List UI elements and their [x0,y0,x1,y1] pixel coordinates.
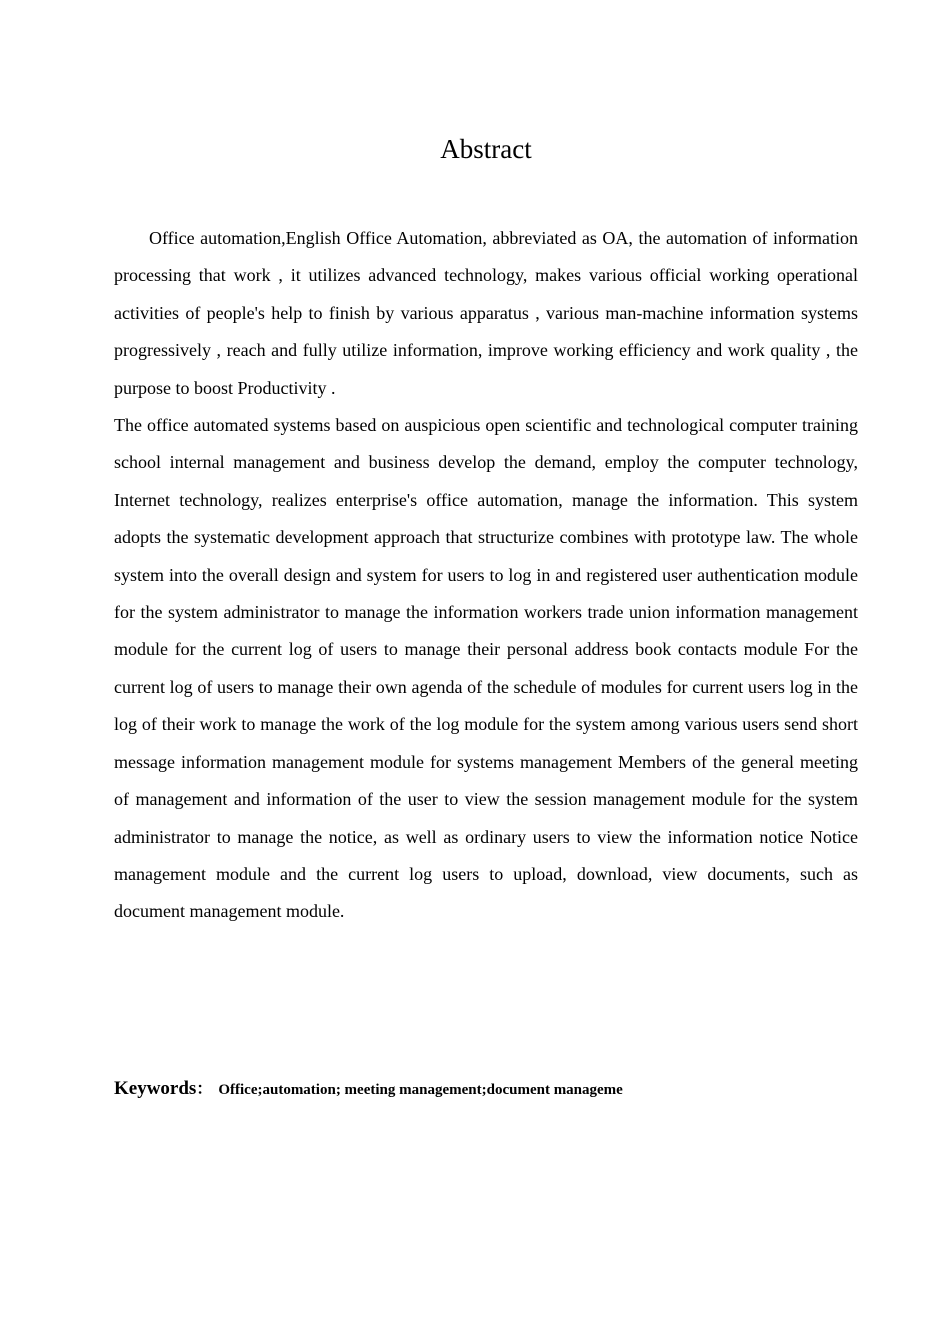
page-title: Abstract [440,134,532,164]
keywords-separator: ： [196,1081,213,1098]
abstract-paragraph-1: Office automation,English Office Automation, abbreviated as OA, the automation of information processing that work , it utilizes advanced technology, makes various official working operational activities of people's help to finish by various apparatus , various man-machine information systems progressively , reach and fully utilize information, improve working efficiency and work quality , the purpose to boost Productivity . [114,228,858,398]
abstract-body [114,220,858,931]
abstract-paragraph-2: The office automated systems based on auspicious open scientific and technological computer training school internal management and business develop the demand, employ the computer technology, Internet technology, realizes enterprise's office automation, manage the information. This system adopts the systematic development approach that structurize combines with prototype law. The whole system into the overall design and system for users to log in and registered user authentication module for the system administrator to manage the information workers trade union information management module for the current log of users to manage their personal address book contacts module For the current log of users to manage their own agenda of the schedule of modules for current users log in the log of their work to manage the work of the log module for the system among various users send short message information management module for systems management Members of the general meeting of management and information of the user to view the session management module for the system administrator to manage the notice, as well as ordinary users to view the information notice Notice management module and the current log users to upload, download, view documents, such as document management module. [114,415,858,922]
keywords-values: Office;automation; meeting management;document manageme [218,1082,623,1098]
keywords-label: Keywords [114,1078,197,1099]
keywords-line [114,1076,858,1100]
